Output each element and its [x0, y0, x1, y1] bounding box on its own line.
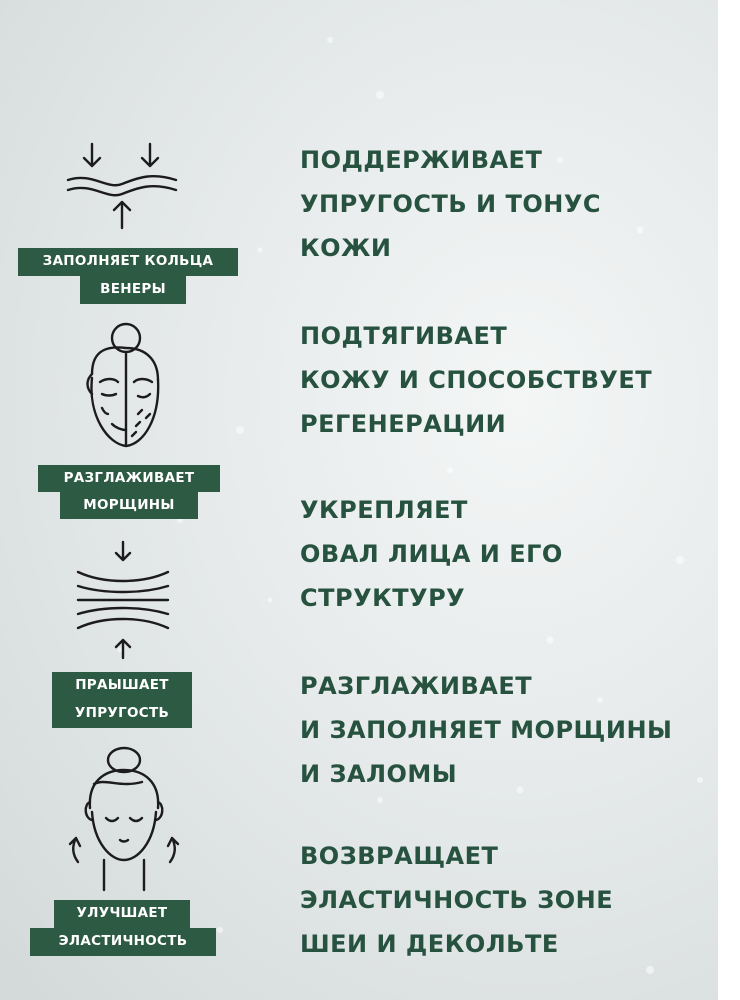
benefit-line: ПОДТЯГИВАЕТ [300, 322, 508, 350]
benefit-text-1 [300, 138, 710, 270]
badge-line-1: РАЗГЛАЖИВАЕТ [38, 465, 220, 492]
benefit-line: ШЕИ И ДЕКОЛЬТЕ [300, 930, 559, 958]
converging-lines-icon [74, 540, 172, 664]
face-lifting-arrows-icon [64, 742, 184, 896]
wavy-lines-compression-icon [62, 140, 182, 236]
benefit-text-5 [300, 834, 710, 966]
benefit-line: КОЖИ [300, 234, 392, 262]
badge-line-2: ЭЛАСТИЧНОСТЬ [30, 928, 216, 956]
benefit-text-4 [300, 664, 710, 796]
benefit-line: УПРУГОСТЬ И ТОНУС [300, 190, 601, 218]
face-half-wrinkles-icon [72, 318, 172, 460]
right-edge-strip [718, 0, 740, 1000]
badge-line-2: ВЕНЕРЫ [80, 276, 186, 304]
benefit-line: ПОДДЕРЖИВАЕТ [300, 146, 543, 174]
benefit-line: РАЗГЛАЖИВАЕТ [300, 672, 533, 700]
benefit-line: ВОЗВРАЩАЕТ [300, 842, 499, 870]
badge-smooths-wrinkles [38, 465, 220, 519]
benefit-text-3 [300, 488, 710, 620]
benefit-line: И ЗАЛОМЫ [300, 760, 458, 788]
badge-improves-elasticity [30, 900, 216, 956]
benefit-line: КОЖУ И СПОСОБСТВУЕТ [300, 366, 653, 394]
benefit-line: И ЗАПОЛНЯЕТ МОРЩИНЫ [300, 716, 673, 744]
badge-line-1: ПРAЫШАЕТ [52, 672, 192, 700]
benefit-line: РЕГЕНЕРАЦИИ [300, 410, 507, 438]
benefit-line: ЭЛАСТИЧНОСТЬ ЗОНЕ [300, 886, 614, 914]
badge-line-1: УЛУЧШАЕТ [54, 900, 190, 928]
benefit-line: ОВАЛ ЛИЦА И ЕГО [300, 540, 563, 568]
benefit-line: УКРЕПЛЯЕТ [300, 496, 468, 524]
badge-fills-venus-rings [18, 248, 238, 304]
badge-increases-elasticity [52, 672, 192, 728]
badge-line-2: МОРЩИНЫ [60, 492, 198, 519]
benefit-text-2 [300, 314, 710, 446]
badge-line-1: ЗАПОЛНЯЕТ КОЛЬЦА [18, 248, 238, 276]
badge-line-2: УПРУГОСТЬ [52, 700, 192, 728]
benefit-line: СТРУКТУРУ [300, 584, 466, 612]
